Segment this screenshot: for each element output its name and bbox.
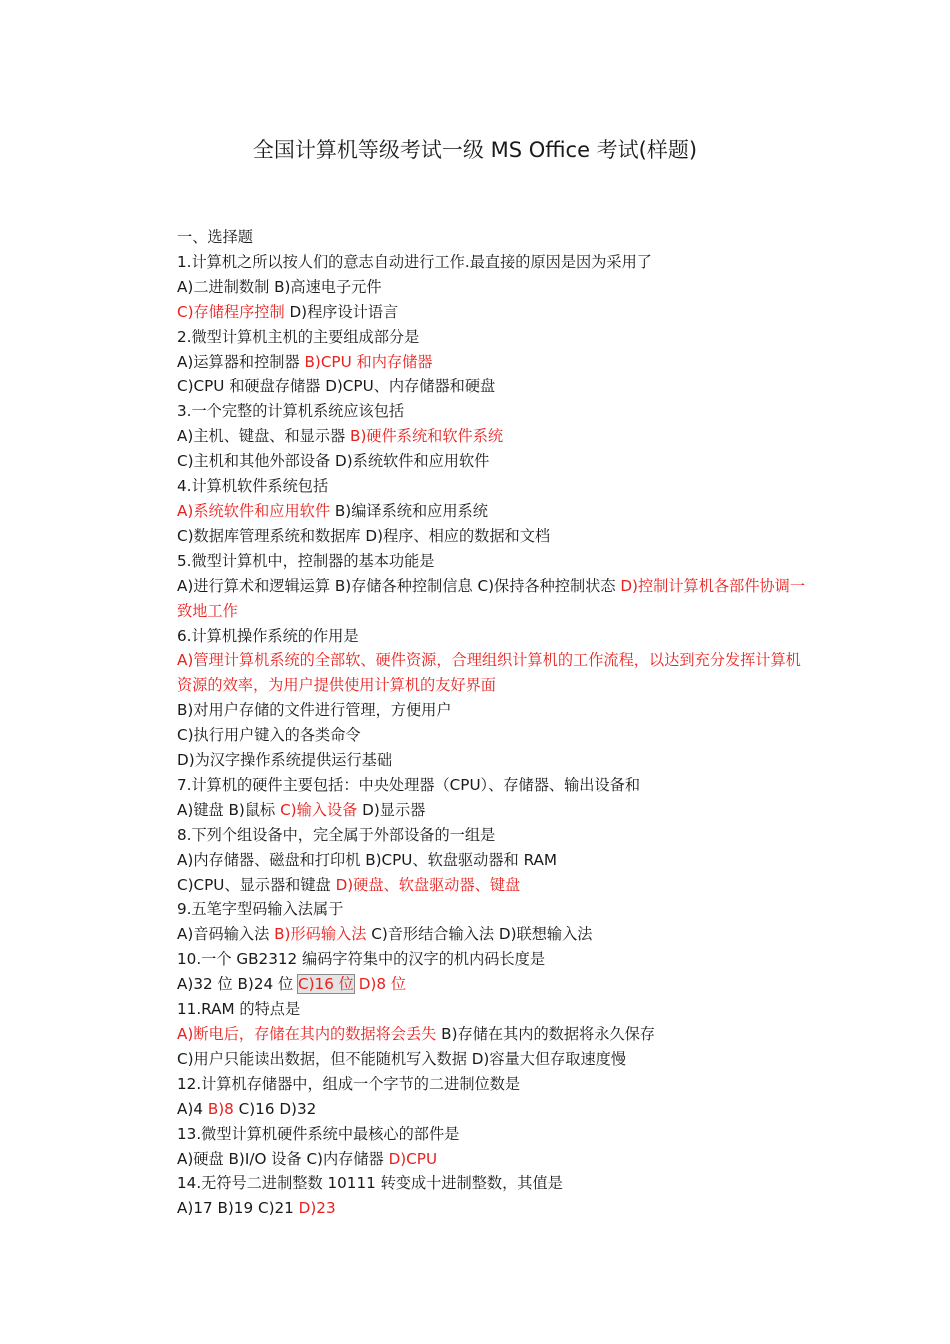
question-11: 11.RAM 的特点是 xyxy=(177,1000,301,1019)
option-text: A)进行算术和逻辑运算 B)存储各种控制信息 C)保持各种控制状态 xyxy=(177,576,621,595)
question-9: 9.五笔字型码输入法属于 xyxy=(177,900,344,919)
question-6-option-b: B)对用户存储的文件进行管理，方便用户 xyxy=(177,701,452,720)
question-1-options-ab: A)二进制数制 B)高速电子元件 xyxy=(177,277,382,296)
question-6-option-d: D)为汉字操作系统提供运行基础 xyxy=(177,751,393,770)
question-2: 2.微型计算机主机的主要组成部分是 xyxy=(177,327,420,346)
option-text: A)主机、键盘、和显示器 xyxy=(177,427,351,446)
question-3-options-ab xyxy=(145,424,815,449)
option-text: A)运算器和控制器 xyxy=(177,352,305,371)
answer-text: B)形码输入法 xyxy=(274,925,367,944)
option-text: A)硬盘 B)I/O 设备 C)内存储器 xyxy=(177,1149,389,1168)
option-text: C)音形结合输入法 D)联想输入法 xyxy=(366,925,593,944)
answer-text: D)硬盘、软盘驱动器、键盘 xyxy=(335,875,521,894)
question-6: 6.计算机操作系统的作用是 xyxy=(177,626,359,645)
question-4: 4.计算机软件系统包括 xyxy=(177,477,329,496)
answer-text: D)CPU xyxy=(388,1149,438,1168)
option-text: A)32 位 B)24 位 xyxy=(177,975,298,994)
question-9-options xyxy=(145,922,815,947)
answer-text: A)断电后，存储在其内的数据将会丢失 xyxy=(177,1025,437,1043)
answer-text: C)存储程序控制 xyxy=(177,302,285,321)
highlighted-option-text: C)16 位 xyxy=(298,975,354,994)
question-7: 7.计算机的硬件主要包括：中央处理器（CPU）、存储器、输出设备和 xyxy=(177,775,641,794)
option-text: A)17 B)19 C)21 xyxy=(177,1199,299,1218)
option-text: A)4 xyxy=(177,1099,208,1118)
question-4-options-cd: C)数据库管理系统和数据库 D)程序、相应的数据和文档 xyxy=(177,526,551,545)
question-8-options-ab: A)内存储器、磁盘和打印机 B)CPU、软盘驱动器和 RAM xyxy=(177,850,557,869)
answer-text: B)8 xyxy=(207,1099,234,1118)
question-13-options xyxy=(145,1147,815,1172)
option-text: A)键盘 B)鼠标 xyxy=(177,800,281,819)
option-text: C)CPU、显示器和键盘 xyxy=(177,875,336,894)
question-11-options-cd: C)用户只能读出数据，但不能随机写入数据 D)容量大但存取速度慢 xyxy=(177,1049,627,1068)
option-text: D)显示器 xyxy=(357,800,426,819)
question-1: 1.计算机之所以按人们的意志自动进行工作.最直接的原因是因为采用了 xyxy=(177,252,652,271)
answer-text: D)控制计算机各部件协调一致地工作 xyxy=(177,576,806,620)
question-2-options-cd: C)CPU 和硬盘存储器 D)CPU、内存储器和硬盘 xyxy=(177,377,496,396)
question-3: 3.一个完整的计算机系统应该包括 xyxy=(177,402,405,421)
option-text: D)程序设计语言 xyxy=(284,302,399,321)
question-5: 5.微型计算机中，控制器的基本功能是 xyxy=(177,551,435,570)
section-heading: 一、选择题 xyxy=(177,228,253,246)
question-6-option-c: C)执行用户键入的各类命令 xyxy=(177,726,361,745)
answer-text: C)输入设备 xyxy=(280,800,358,819)
question-13: 13.微型计算机硬件系统中最核心的部件是 xyxy=(177,1124,460,1143)
answer-text: D)23 xyxy=(298,1199,336,1218)
question-12-options xyxy=(145,1097,815,1122)
document-title: 全国计算机等级考试一级 MS Office 考试(样题) xyxy=(252,138,698,162)
option-text: B)编译系统和应用系统 xyxy=(330,501,488,520)
question-12: 12.计算机存储器中，组成一个字节的二进制位数是 xyxy=(177,1074,521,1093)
question-11-options-ab xyxy=(145,1022,815,1047)
question-10-options xyxy=(145,972,815,997)
question-2-options-ab xyxy=(145,350,815,375)
question-10: 10.一个 GB2312 编码字符集中的汉字的机内码长度是 xyxy=(177,950,546,969)
document-body xyxy=(145,225,815,1221)
question-3-options-cd: C)主机和其他外部设备 D)系统软件和应用软件 xyxy=(177,452,490,471)
question-8-options-cd xyxy=(145,873,815,898)
option-text: A)音码输入法 xyxy=(177,925,275,944)
question-5-options xyxy=(145,574,815,624)
option-text: C)16 D)32 xyxy=(233,1099,317,1118)
answer-text: B)CPU 和内存储器 xyxy=(304,352,433,371)
question-7-options xyxy=(145,798,815,823)
question-1-options-cd xyxy=(145,300,815,325)
answer-text: A)系统软件和应用软件 xyxy=(177,501,331,520)
question-6-option-a-answer: A)管理计算机系统的全部软、硬件资源，合理组织计算机的工作流程，以达到充分发挥计算机资源的效率，为用户提供使用计算机的友好界面 xyxy=(177,651,801,695)
option-text: B)存储在其内的数据将永久保存 xyxy=(436,1025,655,1043)
answer-text: D)8 位 xyxy=(353,975,407,994)
question-14-options xyxy=(145,1196,815,1221)
answer-text: B)硬件系统和软件系统 xyxy=(350,427,504,446)
question-14: 14.无符号二进制整数 10111 转变成十进制整数，其值是 xyxy=(177,1174,563,1193)
question-8: 8.下列个组设备中，完全属于外部设备的一组是 xyxy=(177,825,496,844)
question-4-options-ab xyxy=(145,499,815,524)
